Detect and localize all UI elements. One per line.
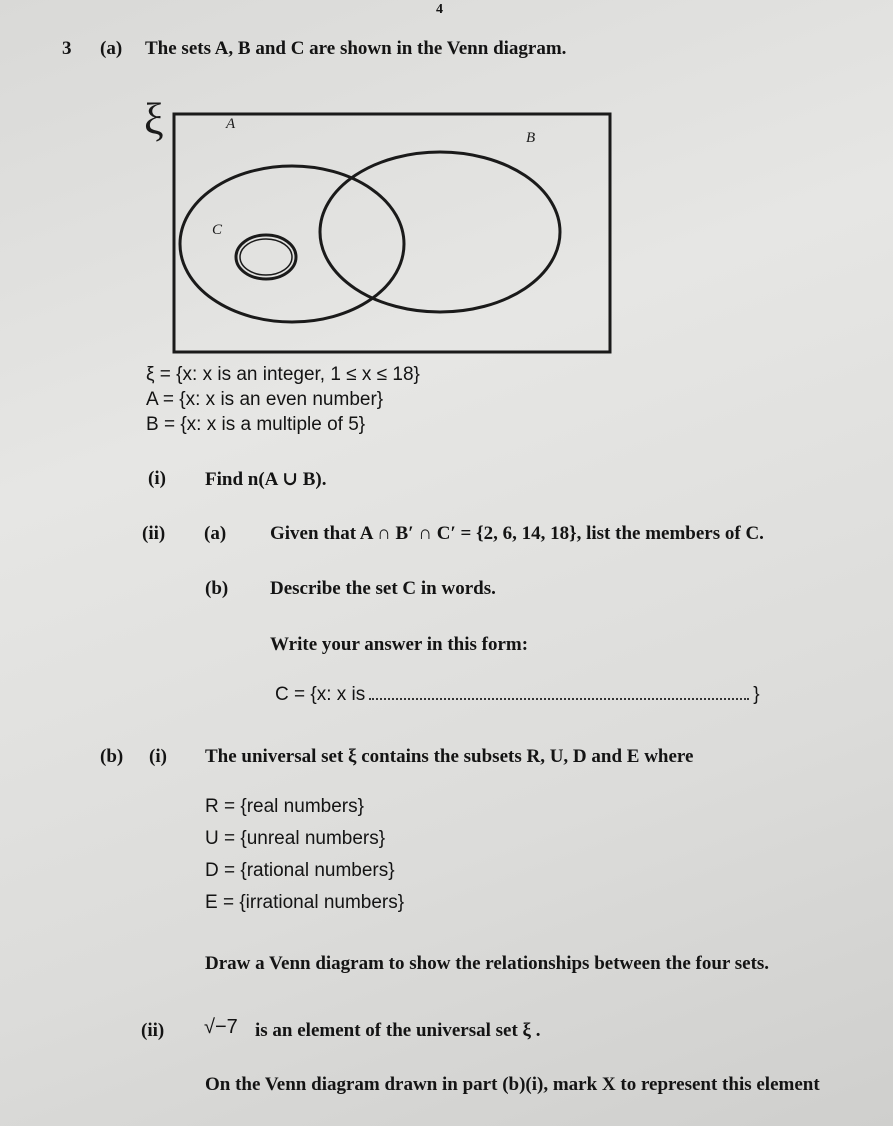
answer-form-start: C = {x: x is bbox=[275, 684, 366, 705]
part-b-ii-text: is an element of the universal set ξ . bbox=[255, 1020, 541, 1041]
answer-dotted-line[interactable] bbox=[369, 696, 749, 700]
venn-diagram bbox=[140, 84, 620, 356]
answer-form bbox=[275, 684, 760, 706]
part-a-ii-b-text: Describe the set C in words. bbox=[270, 578, 496, 599]
label-c: C bbox=[212, 222, 223, 238]
draw-instruction: Draw a Venn diagram to show the relationships between the four sets. bbox=[205, 953, 770, 974]
part-b-i-label: (i) bbox=[149, 746, 167, 767]
part-a-ii-a-text: Given that A ∩ B′ ∩ C′ = {2, 6, 14, 18}, list the members of C. bbox=[270, 523, 764, 544]
question-number: 3 bbox=[62, 38, 72, 59]
part-b-label: (b) bbox=[100, 746, 124, 767]
set-r: R = {real numbers} bbox=[205, 796, 364, 817]
set-c-circle-inner bbox=[240, 239, 292, 275]
answer-form-end: } bbox=[753, 684, 760, 705]
label-a: A bbox=[226, 116, 236, 132]
set-e: E = {irrational numbers} bbox=[205, 892, 405, 913]
set-b-circle bbox=[320, 152, 560, 312]
mark-instruction: On the Venn diagram drawn in part (b)(i), mark X to represent this element bbox=[205, 1074, 820, 1095]
part-a-i-text: Find n(A ∪ B). bbox=[205, 469, 327, 490]
part-b-i-text: The universal set ξ contains the subsets R, U, D and E where bbox=[205, 746, 694, 767]
page-number: 4 bbox=[436, 2, 443, 17]
part-b-ii-label: (ii) bbox=[141, 1020, 165, 1041]
label-b: B bbox=[526, 130, 536, 146]
radical-expression: √−7 bbox=[204, 1016, 238, 1038]
definition-universal: ξ = {x: x is an integer, 1 ≤ x ≤ 18} bbox=[146, 364, 420, 385]
part-a-ii-a-label: (a) bbox=[204, 523, 227, 544]
definition-a: A = {x: x is an even number} bbox=[146, 389, 384, 410]
universal-set-rectangle bbox=[174, 114, 610, 352]
part-a-label: (a) bbox=[100, 38, 123, 59]
definition-b: B = {x: x is a multiple of 5} bbox=[146, 414, 366, 435]
set-d: D = {rational numbers} bbox=[205, 860, 395, 881]
set-c-circle-outer bbox=[236, 235, 296, 279]
answer-instruction: Write your answer in this form: bbox=[270, 634, 529, 655]
part-a-i-label: (i) bbox=[148, 468, 166, 489]
universal-symbol: ξ bbox=[144, 95, 164, 144]
set-u: U = {unreal numbers} bbox=[205, 828, 386, 849]
part-a-ii-b-label: (b) bbox=[205, 578, 229, 599]
part-a-intro: The sets A, B and C are shown in the Venn diagram. bbox=[145, 38, 567, 59]
part-a-ii-label: (ii) bbox=[142, 523, 166, 544]
